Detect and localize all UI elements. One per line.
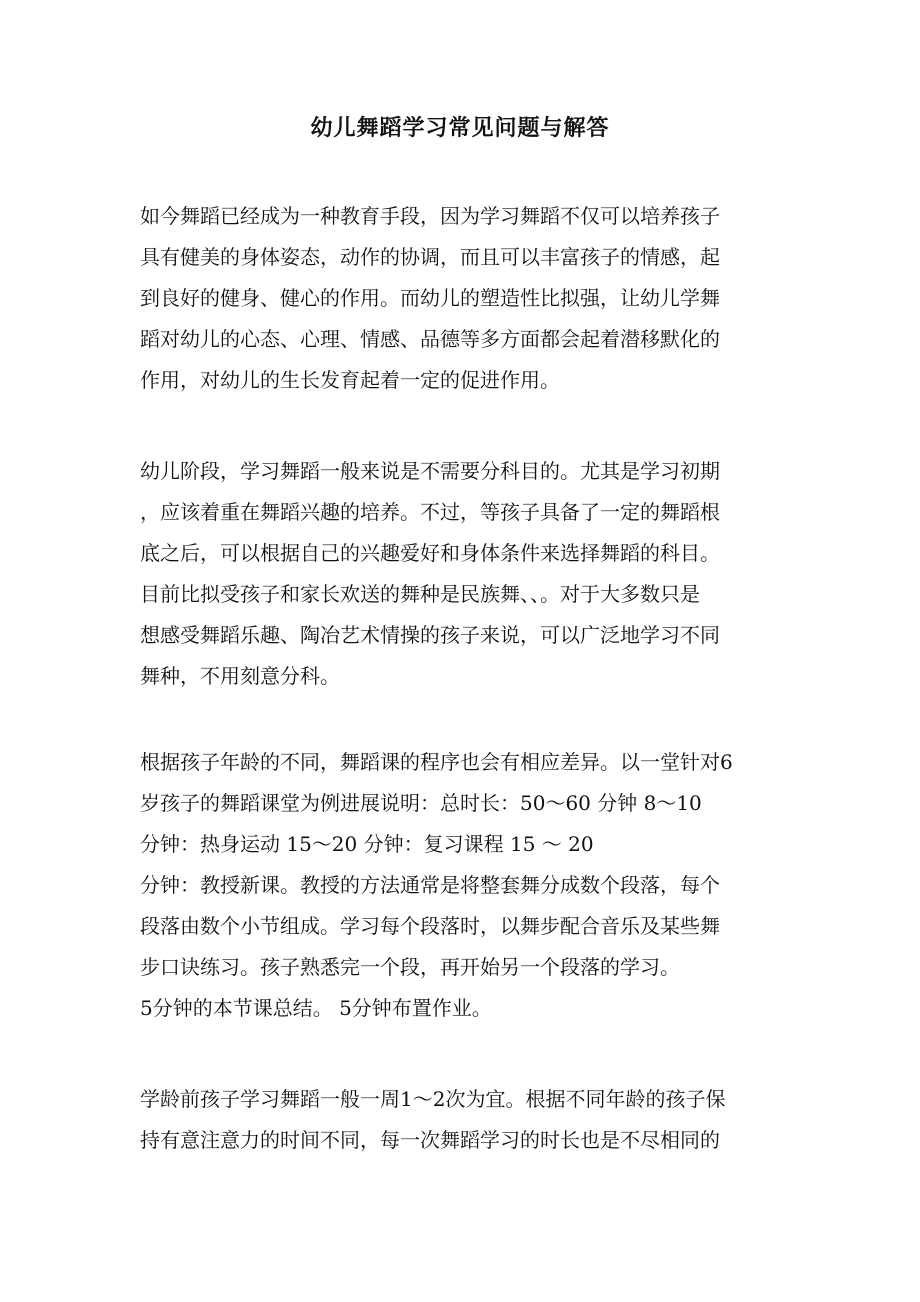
paragraph-lesson-procedure [140, 742, 790, 1029]
paragraph-subjects [140, 451, 790, 697]
text-line: 5分钟的本节课总结。 5分钟布置作业。 [140, 996, 492, 1020]
paragraph-frequency [140, 1079, 790, 1161]
text-line: 目前比拟受孩子和家长欢送的舞种是民族舞、、。对于大多数只是 [140, 582, 700, 606]
text-line: 到良好的健身、健心的作用。而幼儿的塑造性比拟强，让幼儿学舞 [140, 286, 720, 310]
text-line: 底之后，可以根据自己的兴趣爱好和身体条件来选择舞蹈的科目。 [140, 541, 720, 565]
text-line: 步口诀练习。孩子熟悉完一个段，再开始另一个段落的学习。 [140, 955, 680, 979]
text-line: 持有意注意力的时间不同，每一次舞蹈学习的时长也是不尽相同的 [140, 1128, 720, 1152]
text-line: 幼儿阶段，学习舞蹈一般来说是不需要分科目的。尤其是学习初期 [140, 459, 720, 483]
text-line: 如今舞蹈已经成为一种教育手段，因为学习舞蹈不仅可以培养孩子 [140, 204, 720, 228]
text-line: 分钟：热身运动 15～20 分钟：复习课程 15 ～ 20 [140, 832, 594, 856]
text-line: 作用，对幼儿的生长发育起着一定的促进作用。 [140, 368, 560, 392]
text-line: 具有健美的身体姿态，动作的协调，而且可以丰富孩子的情感，起 [140, 245, 720, 269]
text-line: 蹈对幼儿的心态、心理、情感、品德等多方面都会起着潜移默化的 [140, 327, 720, 351]
text-line: 学龄前孩子学习舞蹈一般一周1～2次为宜。根据不同年龄的孩子保 [140, 1087, 726, 1111]
text-line: 想感受舞蹈乐趣、陶冶艺术情操的孩子来说，可以广泛地学习不同 [140, 623, 720, 647]
text-line: 分钟：教授新课。教授的方法通常是将整套舞分成数个段落，每个 [140, 873, 720, 897]
paragraph-intro [140, 196, 790, 401]
document-title: 幼儿舞蹈学习常见问题与解答 [310, 115, 610, 141]
text-line: 根据孩子年龄的不同，舞蹈课的程序也会有相应差异。以一堂针对6 [140, 750, 733, 774]
text-line: ，应该着重在舞蹈兴趣的培养。不过，等孩子具备了一定的舞蹈根 [140, 500, 720, 524]
text-line: 段落由数个小节组成。学习每个段落时，以舞步配合音乐及某些舞 [140, 914, 720, 938]
text-line: 舞种，不用刻意分科。 [140, 664, 340, 688]
text-line: 岁孩子的舞蹈课堂为例进展说明：总时长：50～60 分钟 8～10 [140, 791, 702, 815]
